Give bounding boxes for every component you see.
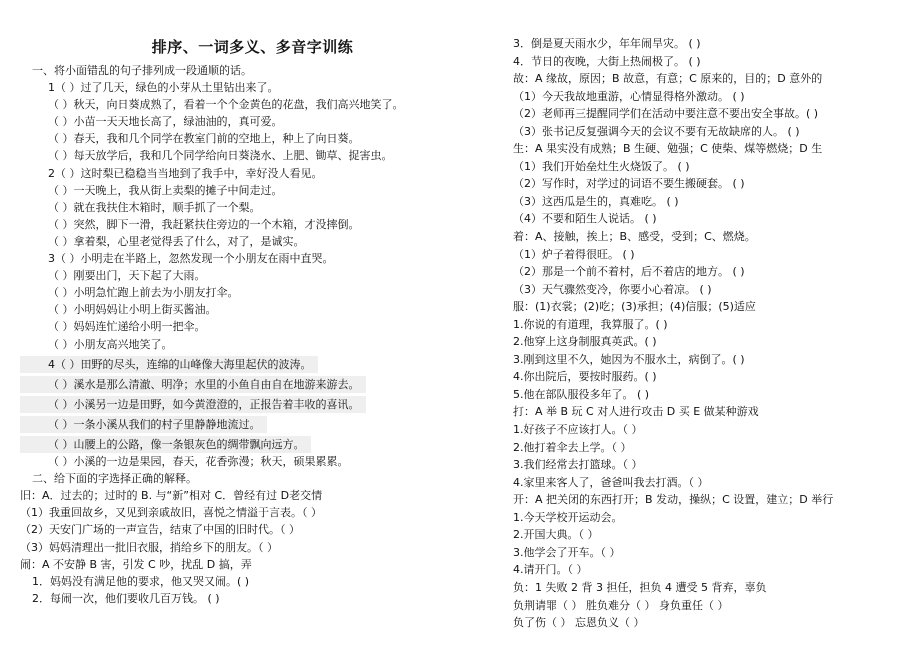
right-line: （2）老师再三提醒同学们在活动中要注意不要出安全事故。( ) xyxy=(513,107,819,121)
left-line: （ ）妈妈连忙递给小明一把伞。 xyxy=(48,320,206,334)
left-line: （ ）突然，脚下一滑，我赶紧扶住旁边的一个木箱，才没摔倒。 xyxy=(48,217,360,231)
right-line: 开：A 把关闭的东西打开；B 发动，操纵；C 设置，建立；D 举行 xyxy=(513,493,834,507)
left-line: 闹：A 不安静 B 害，引发 C 吵，扰乱 D 搞，弄 xyxy=(20,557,252,571)
left-line: （ ）一条小溪从我们的村子里静静地流过。 xyxy=(20,416,267,433)
left-line: 二、给下面的字选择正确的解释。 xyxy=(32,472,197,486)
right-line: （3）这西瓜是生的，真难吃。 ( ) xyxy=(513,194,679,208)
right-line: （3）天气骤然变冷，你要小心着凉。 ( ) xyxy=(513,282,712,296)
right-line: 2.他打着伞去上学。（ ） xyxy=(513,440,632,454)
right-line: 1.今天学校开运动会。 xyxy=(513,510,623,524)
right-line: （1）炉子着得很旺。 ( ) xyxy=(513,247,635,261)
right-line: （2）写作时，对学过的词语不要生搬硬套。 ( ) xyxy=(513,177,745,191)
left-line: （ ）拿着梨，心里老觉得丢了什么，对了，是诚实。 xyxy=(48,234,305,248)
left-line: 2．每闹一次，他们要收几百万钱。 ( ) xyxy=(32,591,220,605)
right-line: （2）那是一个前不着村，后不着店的地方。 ( ) xyxy=(513,265,745,279)
right-line: 3.刚到这里不久，她因为不服水土，病倒了。( ) xyxy=(513,352,745,366)
right-line: 4．节日的夜晚，大街上热闹极了。 ( ) xyxy=(513,54,701,68)
left-line: （ ）山腰上的公路，像一条银灰色的绸带飘向远方。 xyxy=(20,436,311,453)
right-line: （1）今天我故地重游，心情显得格外激动。 ( ) xyxy=(513,89,745,103)
page-title: 排序、一词多义、多音字训练 xyxy=(151,38,354,56)
right-line: 3.我们经常去打篮球。（ ） xyxy=(513,458,643,472)
left-line: 1（ ）过了几天，绿色的小芽从土里钻出来了。 xyxy=(48,81,279,95)
right-line: （4）不要和陌生人说话。 ( ) xyxy=(513,212,657,226)
left-line: 一、将小面错乱的句子排列成一段通顺的话。 xyxy=(32,64,252,77)
right-line: 负荆请罪（ ） 胜负难分（ ） 身负重任（ ） xyxy=(513,598,729,612)
left-line: （1）我重回故乡，又见到亲戚故旧，喜悦之情溢于言表。（ ） xyxy=(20,506,322,520)
left-line: （ ）每天放学后，我和几个同学给向日葵浇水、上肥、锄草、捉害虫。 xyxy=(48,149,393,163)
left-line: （ ）秋天，向日葵成熟了，看着一个个金黄色的花盘，我们高兴地笑了。 xyxy=(48,98,404,112)
left-line: （ ）溪水是那么清澈、明净；水里的小鱼自由自在地游来游去。 xyxy=(20,376,366,393)
left-line: （3）妈妈清理出一批旧衣服，捎给乡下的朋友。（ ） xyxy=(20,540,278,554)
left-line: （ ）小朋友高兴地笑了。 xyxy=(48,337,173,351)
left-line: （ ）小明妈妈让小明上街买酱油。 xyxy=(48,303,217,317)
left-line: （2）天安门广场的一声宣告，结束了中国的旧时代。（ ） xyxy=(20,523,300,537)
right-line: 负：1 失败 2 背 3 担任，担负 4 遭受 5 背弃，辜负 xyxy=(513,580,767,594)
left-line: （ ）小溪的一边是果园，春天，花香弥漫；秋天，硕果累累。 xyxy=(48,455,349,469)
right-line: 1.你说的有道理，我算服了。( ) xyxy=(513,317,668,331)
right-line: 1.好孩子不应该打人。（ ） xyxy=(513,423,643,437)
right-line: 4.请开门。（ ） xyxy=(513,563,588,577)
left-line: （ ）刚要出门，天下起了大雨。 xyxy=(48,269,206,283)
left-line: 2（ ）这时梨已稳稳当当地到了我手中，幸好没人看见。 xyxy=(48,166,323,180)
left-line: （ ）一天晚上，我从街上卖梨的摊子中间走过。 xyxy=(48,183,283,197)
right-line: 负了伤（ ） 忘恩负义（ ） xyxy=(513,616,645,630)
left-line: （ ）就在我扶住木箱时，顺手抓了一个梨。 xyxy=(48,200,261,214)
right-line: 生：A 果实没有成熟；B 生硬、勉强；C 使柴、煤等燃烧；D 生 xyxy=(513,142,823,156)
left-line: （ ）小溪另一边是田野，如今黄澄澄的，正报告着丰收的喜讯。 xyxy=(20,396,366,413)
left-column xyxy=(20,0,485,607)
left-line: 1．妈妈没有满足他的要求，他又哭又闹。( ) xyxy=(32,574,250,588)
left-line: 旧：A．过去的；过时的 B. 与“新”相对 C．曾经有过 D老交情 xyxy=(20,489,323,503)
right-line: 着：A、接触，挨上；B、感受，受到；C、燃烧。 xyxy=(513,230,756,244)
left-line: 4（ ）田野的尽头，连绵的山峰像大海里起伏的波涛。 xyxy=(20,356,318,373)
right-line: （1）我们开始垒灶生火烧饭了。 ( ) xyxy=(513,159,690,173)
right-line: 4.你出院后，要按时服药。( ) xyxy=(513,370,657,384)
left-line: （ ）小明急忙跑上前去为小朋友打伞。 xyxy=(48,286,239,300)
left-line: 3（ ）小明走在半路上，忽然发现一个小朋友在雨中直哭。 xyxy=(48,252,334,266)
right-line: 3．倒是夏天雨水少，年年闹旱灾。 ( ) xyxy=(513,37,701,50)
left-line: （ ）春天，我和几个同学在教室门前的空地上，种上了向日葵。 xyxy=(48,132,360,146)
right-line: 故：A 缘故，原因；B 故意，有意；C 原来的，目的；D 意外的 xyxy=(513,72,823,86)
right-line: 2.开国大典。（ ） xyxy=(513,528,599,542)
right-line: 5.他在部队服役多年了。 ( ) xyxy=(513,387,650,401)
right-line: （3）张书记反复强调今天的会议不要有无故缺席的人。 ( ) xyxy=(513,124,800,138)
right-line: 4.家里来客人了，爸爸叫我去打酒。（ ） xyxy=(513,475,709,489)
left-line: （ ）小苗一天天地长高了，绿油油的，真可爱。 xyxy=(48,115,283,129)
right-line: 3.他学会了开车。（ ） xyxy=(513,545,621,559)
right-column xyxy=(513,0,913,632)
right-line: 打：A 举 B 玩 C 对人进行攻击 D 买 E 做某种游戏 xyxy=(513,405,759,419)
right-line: 服：(1)衣裳；(2)吃；(3)承担；(4)信服；(5)适应 xyxy=(513,300,756,314)
right-line: 2.他穿上这身制服真英武。( ) xyxy=(513,335,657,349)
